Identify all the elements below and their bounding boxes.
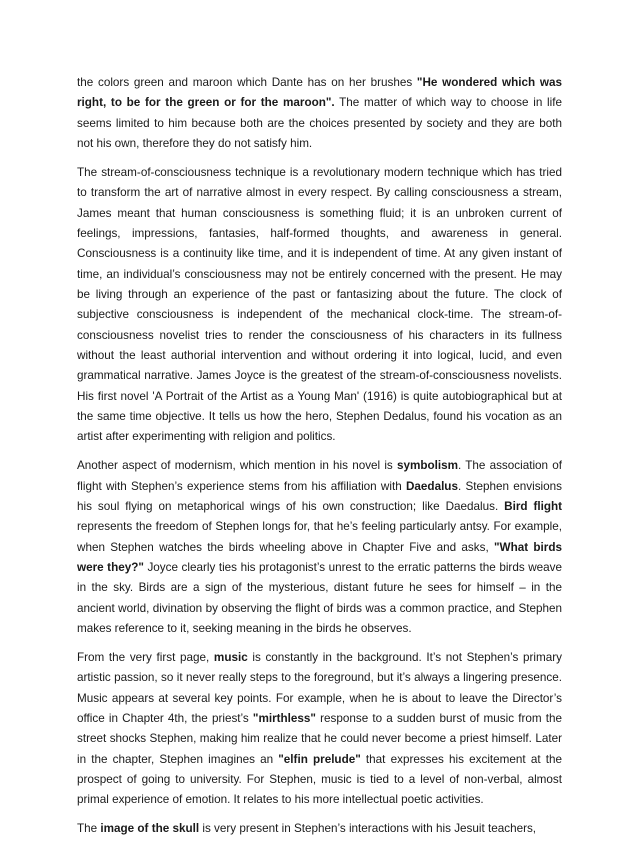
- text-run: . Stephen envisions his soul flying on metaphorical wings of his own construction; like Daedalus.: [77, 479, 562, 514]
- paragraph-skull: [77, 819, 562, 839]
- paragraph-stream-of-consciousness: [77, 163, 562, 448]
- bold-phrase: image of the skull: [100, 822, 200, 836]
- text-run: is very present in Stephen’s interactions with his Jesuit teachers,: [199, 822, 537, 836]
- text-run: Joyce clearly ties his protagonist’s unrest to the erratic patterns the birds weave in the sky. Birds are a sign of the mysterious, distant future he sees for himself – in the ancient world, divination by observing the flight of birds was a common practice, and Stephen makes reference to it, seeking meaning in the birds he observes.: [77, 561, 562, 636]
- text-run: The stream-of-consciousness technique is a revolutionary modern technique which has tried to transform the art of narrative almost in every respect. By calling consciousness a stream, James meant that human consciousness is something fluid; it is an unbroken current of feelings, impressions, fantasies, half-formed thoughts, and awareness in general. Consciousness is a continuity like time, and it is independent of time. At any given instant of time, an individual’s consciousness may not be entirely concerned with the present. He may be living through an experience of the past or fantasizing about the future. The clock of subjective consciousness is independent of the mechanical clock-time. The stream-of-consciousness novelist tries to render the consciousness of his characters in its fullness without the least authorial intervention and without ordering it into logical, lucid, and even grammatical narrative. James Joyce is the greatest of the stream-of-consciousness novelists. His first novel 'A Portrait of the Artist as a Young Man' (1916) is quite autobiographical but at the same time objective. It tells us how the hero, Stephen Dedalus, found his vocation as an artist after experimenting with religion and politics.: [77, 165, 562, 444]
- paragraph-music: [77, 648, 562, 811]
- text-run: is constantly in the background. It’s not Stephen’s primary artistic passion, so it never really steps to the foreground, but it’s always a lingering presence. Music appears at several key points. For example, when he is about to leave the Director’s office in Chapter 4th, the priest’s: [77, 651, 562, 726]
- text-run: . The association of flight with Stephen’s experience stems from his affiliation with: [77, 459, 562, 493]
- text-run: the colors green and maroon which Dante has on her brushes: [77, 76, 417, 89]
- text-run: From the very first page,: [77, 651, 214, 665]
- bold-phrase: Daedalus: [405, 479, 458, 493]
- bold-phrase: "elfin prelude": [278, 752, 361, 766]
- text-run: that expresses his excitement at the prospect of going to university. For Stephen, music is tied to a level of non-verbal, almost primal experience of emotion. It relates to his more intellectual poetic activities.: [77, 752, 562, 807]
- document-page: [77, 73, 562, 848]
- text-run: represents the freedom of Stephen longs for, that he’s feeling particularly antsy. For example, when Stephen watches the birds wheeling above in Chapter Five and asks,: [77, 520, 562, 554]
- bold-phrase: Bird flight: [504, 500, 562, 514]
- text-run: Another aspect of modernism, which mention in his novel is: [77, 459, 397, 473]
- bold-phrase: "What birds were they?": [77, 540, 562, 575]
- paragraph-symbolism: [77, 456, 562, 639]
- bold-phrase: music: [213, 651, 248, 665]
- paragraph-colors: [77, 73, 562, 154]
- bold-phrase: "mirthless": [252, 712, 316, 726]
- text-run: response to a sudden burst of music from the street shocks Stephen, making him realize that he could never become a priest himself. Later in the chapter, Stephen imagines an: [77, 712, 562, 766]
- text-run: The: [77, 822, 101, 836]
- text-run: The matter of which way to choose in life seems limited to him because both are the choices presented by society and they are both not his own, therefore they do not satisfy him.: [77, 96, 562, 151]
- bold-phrase: symbolism: [396, 459, 459, 473]
- bold-phrase: "He wondered which was right, to be for the green or for the maroon".: [77, 76, 562, 110]
